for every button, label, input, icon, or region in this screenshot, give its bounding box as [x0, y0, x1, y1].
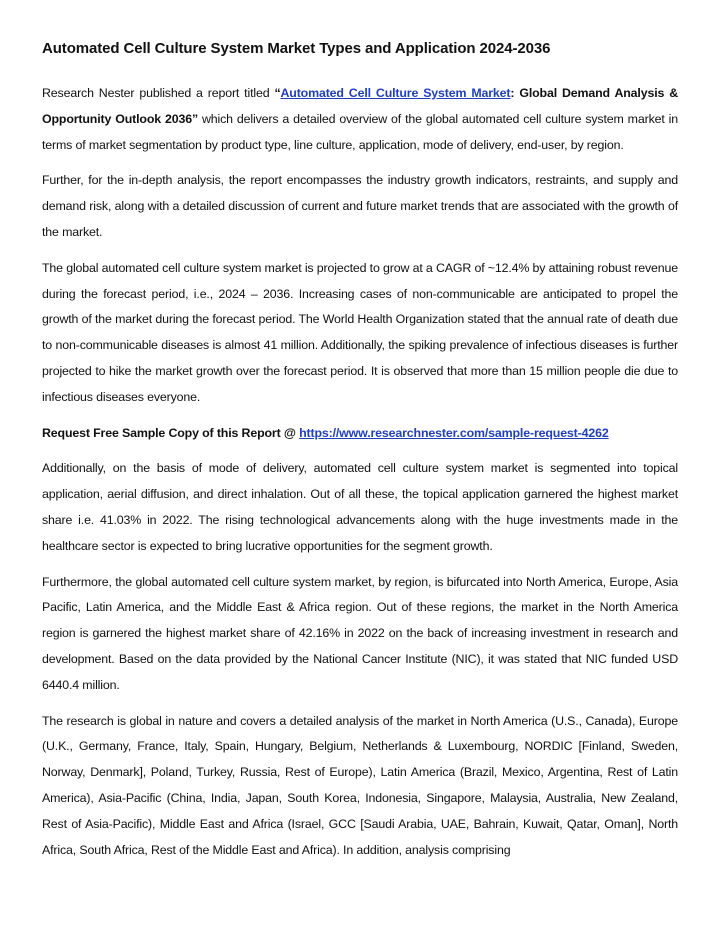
- segment-paragraph: Additionally, on the basis of mode of delivery, automated cell culture system market is segmented into topical application, aerial diffusion, and direct inhalation. Out of all these, the topical application garnered the highest market share i.e. 41.03% in 2022. The rising technological advancements along with the huge investments made in the healthcare sector is expected to bring lucrative opportunities for the segment growth.: [42, 461, 678, 553]
- report-title-link[interactable]: Automated Cell Culture System Market: [280, 86, 511, 100]
- sample-request-line: [42, 421, 678, 447]
- document-title: Automated Cell Culture System Market Types and Application 2024-2036: [42, 40, 551, 57]
- report-title-rest: : Global Demand Analysis & Opportunity Outlook 2036”: [42, 86, 678, 126]
- quote-open: “: [274, 86, 281, 100]
- intro-rest: which delivers a detailed overview of the global automated cell culture system market in terms of market segmentation by product type, line culture, application, mode of delivery, end-user, by region.: [42, 111, 678, 152]
- sample-request-label: Request Free Sample Copy of this Report @: [42, 425, 300, 440]
- region-paragraph: Furthermore, the global automated cell culture system market, by region, is bifurcated into North America, Europe, Asia Pacific, Latin America, and the Middle East & Africa region. Out of these regions, the market in the North America region is garnered the highest market share of 42.16% in 2022 on the back of increasing investment in research and development. Based on the data provided by the National Cancer Institute (NIC), it was stated that NIC funded USD 6440.4 million.: [42, 574, 678, 692]
- analysis-paragraph: Further, for the in-depth analysis, the report encompasses the industry growth indicators, restraints, and supply and demand risk, along with a detailed discussion of current and future market trends that are associated with the growth of the market.: [42, 173, 678, 239]
- coverage-paragraph: The research is global in nature and covers a detailed analysis of the market in North America (U.S., Canada), Europe (U.K., Germany, France, Italy, Spain, Hungary, Belgium, Netherlands & Luxembourg, NORDIC [Finland, Sweden, Norway, Denmark], Poland, Turkey, Russia, Rest of Europe), Latin America (Brazil, Mexico, Argentina, Rest of Latin America), Asia-Pacific (China, India, Japan, South Korea, Indonesia, Singapore, Malaysia, Australia, New Zealand, Rest of Asia-Pacific), Middle East and Africa (Israel, GCC [Saudi Arabia, UAE, Bahrain, Kuwait, Qatar, Oman], North Africa, South Africa, Rest of the Middle East and Africa). In addition, analysis comprising: [42, 713, 678, 857]
- intro-paragraph: [42, 81, 678, 158]
- document-page: [42, 40, 678, 873]
- intro-text: Research Nester published a report titled: [42, 86, 275, 100]
- sample-request-link[interactable]: https://www.researchnester.com/sample-request-4262: [299, 425, 609, 440]
- growth-paragraph: The global automated cell culture system market is projected to grow at a CAGR of ~12.4% by attaining robust revenue during the forecast period, i.e., 2024 – 2036. Increasing cases of non-communicable are anticipated to propel the growth of the market during the forecast period. The World Health Organization stated that the annual rate of death due to non-communicable diseases is almost 41 million. Additionally, the spiking prevalence of infectious diseases is further projected to hike the market growth over the forecast period. It is observed that more than 15 million people die due to infectious diseases everyone.: [42, 260, 678, 404]
